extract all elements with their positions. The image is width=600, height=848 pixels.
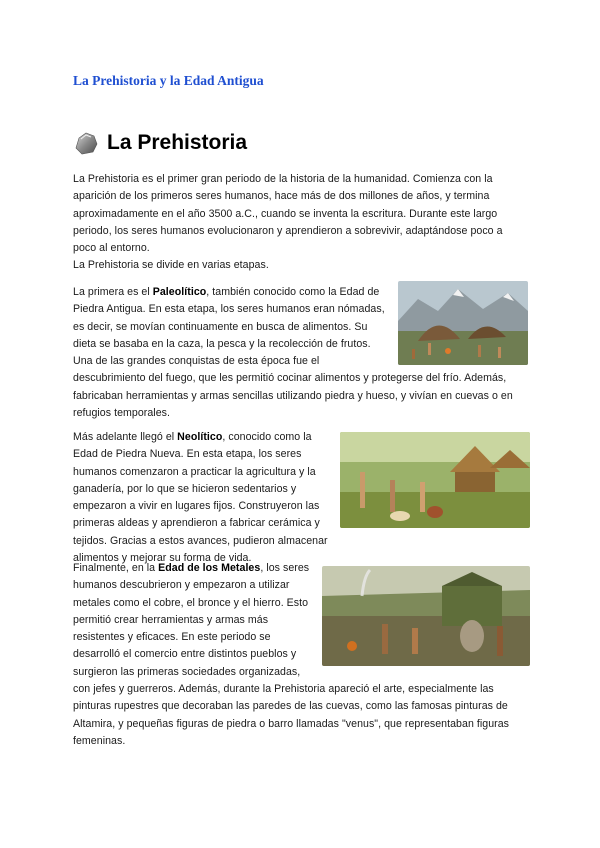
paleolithic-text-before: La primera es el [73, 286, 153, 298]
metal-age-text-before: Finalmente, en la [73, 562, 159, 574]
neolithic-text-before: Más adelante llegó el [73, 431, 178, 443]
paleolithic-paragraph [73, 284, 523, 422]
paleolithic-text-after: , también conocido como la Edad de Piedra Antigua. En esta etapa, los seres humanos eran nómadas, es decir, se movían continuamente en busca de alimentos. Su dieta se basaba en la caza, la pesca y la recolección de frutos. Una de las grandes conquistas de esta época fue el descubrimiento del fuego, que les permitió cocinar alimentos y protegerse del frío. Además, fabricaban herramientas y armas sencillas utilizando piedra y hueso, y vivían en cuevas o en refugios temporales. [73, 286, 513, 420]
document-title: La Prehistoria y la Edad Antigua [73, 73, 264, 88]
section-heading-text: La Prehistoria [107, 131, 248, 154]
stages-paragraph: La Prehistoria se divide en varias etapas. [73, 259, 269, 271]
metal-age-term: Edad de los Metales [158, 562, 261, 574]
neolithic-text-after: , conocido como la Edad de Piedra Nueva. En esta etapa, los seres humanos comenzaron a practicar la agricultura y la ganadería, por lo que se hicieron sedentarios y empezaron a vivir en lugares fijos. Construyeron las primeras aldeas y aprendieron a fabricar cerámica y tejidos. Gracias a estos avances, pudieron almacenar alimentos y mejorar su forma de vida. [73, 431, 328, 565]
neolithic-image [340, 432, 530, 528]
section-heading [73, 130, 247, 156]
metal-age-text-after: , los seres humanos descubrieron y empezaron a utilizar metales como el cobre, el bronce y el hierro. Esto permitió crear herramientas y armas más resistentes y eficaces. En este periodo se desarrolló el comercio entre distintos pueblos y surgieron las primeras sociedades organizadas, con jefes y guerreros. Además, durante la Prehistoria apareció el arte, especialmente las pinturas rupestres que decoraban las paredes de las cuevas, como las famosas pinturas de Altamira, y pequeñas figuras de piedra o barro llamadas "venus", que representaban figuras femeninas. [73, 562, 510, 747]
neolithic-paragraph [73, 429, 335, 567]
intro-paragraph: La Prehistoria es el primer gran periodo de la historia de la humanidad. Comienza con la aparición de los primeros seres humanos, hace más de dos millones de años, y termina aproximadamente en el año 3500 a.C., cuando se inventa la escritura. Durante este largo periodo, los seres humanos evolucionaron y aprendieron a sobrevivir, adaptándose poco a poco al entorno. [73, 173, 503, 255]
rock-icon [73, 130, 99, 156]
paleolithic-term: Paleolítico [152, 286, 207, 298]
neolithic-term: Neolítico [177, 431, 223, 443]
metal-age-paragraph [73, 560, 523, 750]
